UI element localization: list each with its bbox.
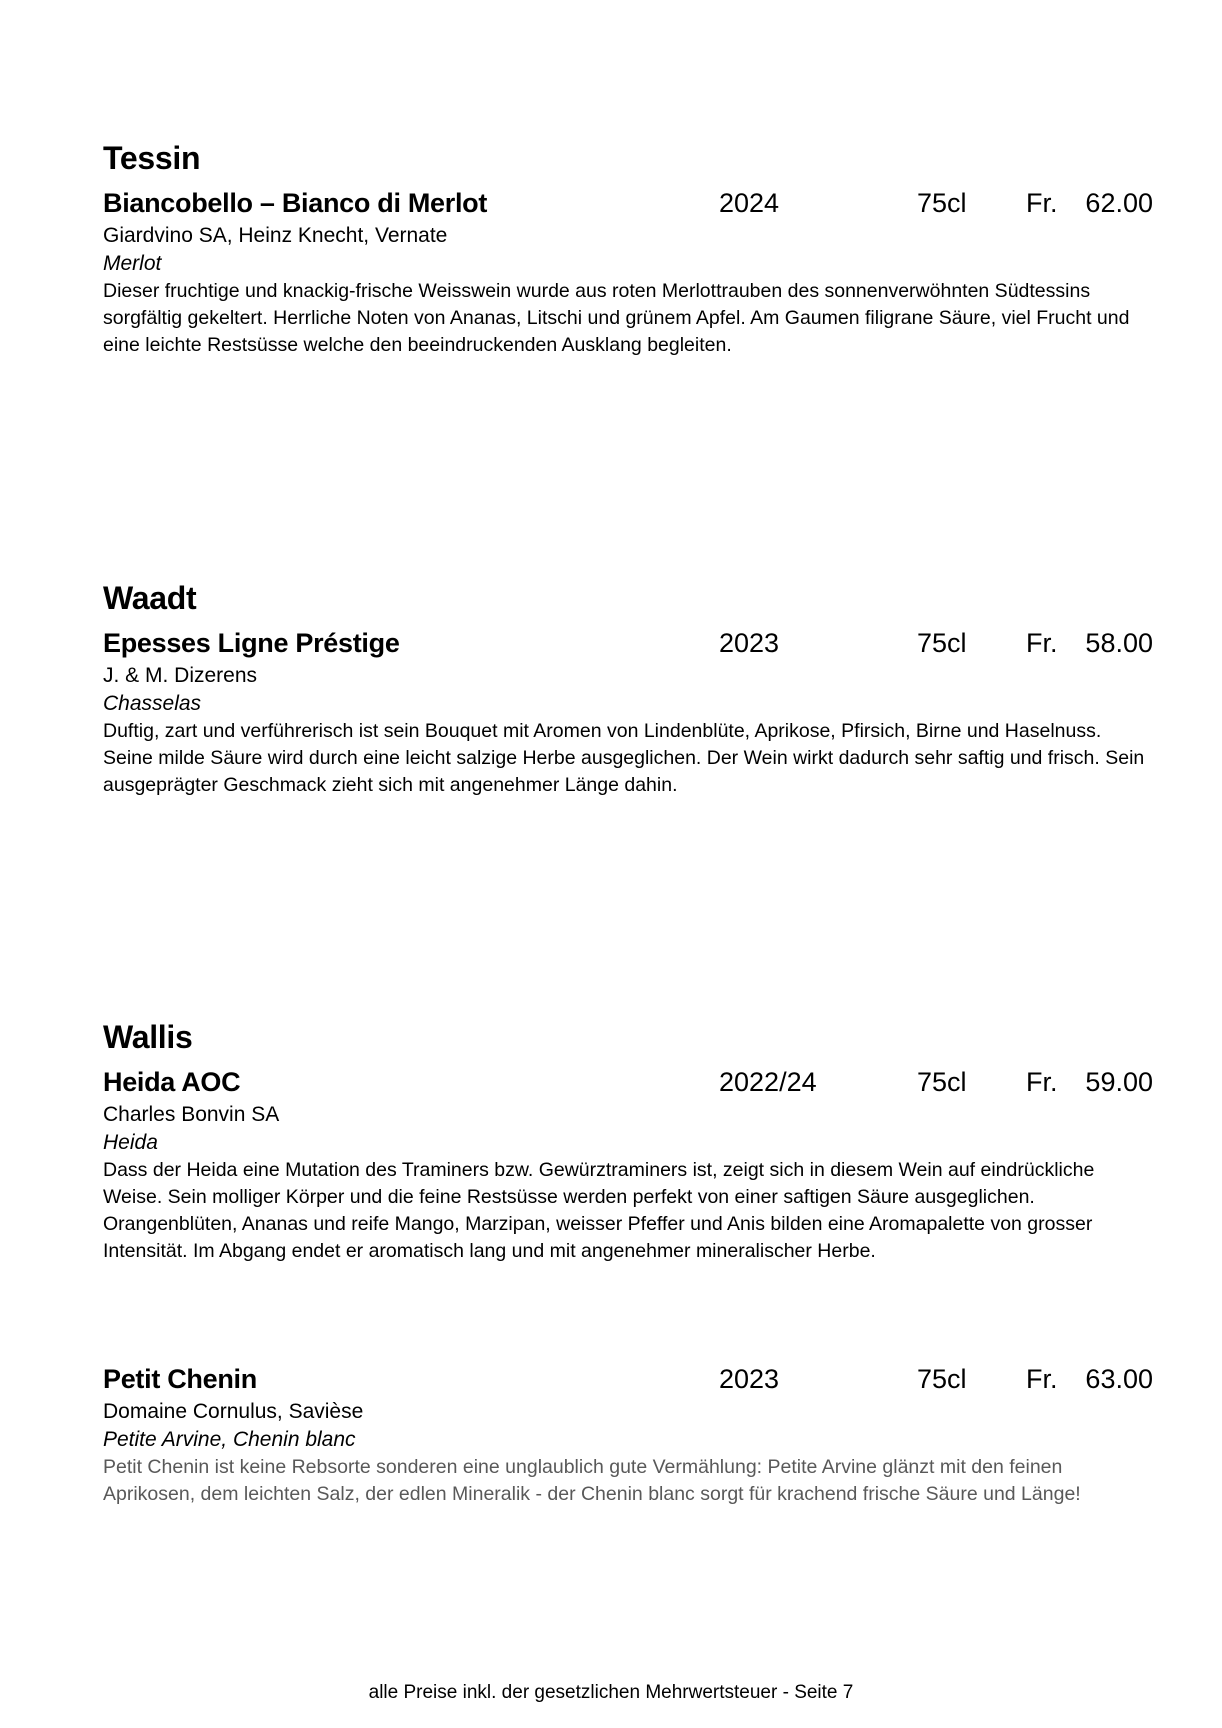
wine-grape: Heida (103, 1131, 158, 1154)
wine-currency: Fr. (1026, 1364, 1058, 1394)
wine-currency: Fr. (1026, 188, 1058, 218)
wine-producer: Domaine Cornulus, Savièse (103, 1400, 364, 1423)
wine-currency: Fr. (1026, 628, 1058, 658)
wine-description: Duftig, zart und verführerisch ist sein Bouquet mit Aromen von Lindenblüte, Aprikose, Pfirsich, Birne und Haselnuss. Seine milde Säure wird durch eine leicht salzige Herbe ausgeglichen. Der Wein wirkt dadurch sehr saftig und frisch. Sein ausgeprägter Geschmack zieht sich mit angenehmer Länge dahin. (103, 720, 1145, 796)
wine-grape: Merlot (103, 252, 162, 275)
wine-vintage: 2023 (719, 1364, 780, 1394)
wine-description: Dass der Heida eine Mutation des Traminers bzw. Gewürztraminers ist, zeigt sich in diesem Wein auf eindrückliche Weise. Sein molliger Körper und die feine Restsüsse werden perfekt von einer saftigen Säure ausgeglichen. Orangenblüten, Ananas und reife Mango, Marzipan, weisser Pfeffer und Anis bilden eine Aromapalette von grosser Intensität. Im Abgang endet er aromatisch lang und mit angenehmer mineralischer Herbe. (103, 1159, 1095, 1262)
wine-producer: J. & M. Dizerens (103, 664, 258, 687)
section-tessin (103, 138, 1153, 359)
wine-bottle-size: 75cl (917, 188, 967, 218)
wine-name: Epesses Ligne Préstige (103, 628, 400, 658)
wine-entry (103, 1065, 1153, 1265)
section-wallis (103, 1017, 1153, 1265)
wine-vintage: 2024 (719, 188, 780, 218)
wine-list-page (103, 0, 1153, 1728)
wine-entry (103, 626, 1153, 799)
wine-entry (103, 186, 1153, 359)
page-footer: alle Preise inkl. der gesetzlichen Mehrwertsteuer - Seite 7 (368, 1682, 854, 1703)
wine-entry-petit-chenin (103, 1362, 1153, 1508)
wine-grape: Chasselas (103, 692, 202, 715)
wine-currency: Fr. (1026, 1067, 1058, 1097)
wine-bottle-size: 75cl (917, 628, 967, 658)
region-heading: Tessin (103, 140, 201, 176)
wine-name: Heida AOC (103, 1067, 241, 1097)
wine-bottle-size: 75cl (917, 1364, 967, 1394)
wine-grape: Petite Arvine, Chenin blanc (103, 1428, 356, 1451)
wine-name: Petit Chenin (103, 1364, 257, 1394)
region-heading: Waadt (103, 580, 197, 616)
wine-producer: Giardvino SA, Heinz Knecht, Vernate (103, 224, 448, 247)
wine-producer: Charles Bonvin SA (103, 1103, 280, 1126)
wine-vintage: 2022/24 (719, 1067, 817, 1097)
wine-header-row (103, 626, 1153, 660)
wine-price: 62.00 (1085, 188, 1153, 218)
wine-vintage: 2023 (719, 628, 780, 658)
wine-bottle-size: 75cl (917, 1067, 967, 1097)
wine-header-row (103, 186, 1153, 220)
region-heading: Wallis (103, 1019, 193, 1055)
wine-name: Biancobello – Bianco di Merlot (103, 188, 488, 218)
wine-description: Dieser fruchtige und knackig-frische Weisswein wurde aus roten Merlottrauben des sonnenverwöhnten Südtessins sorgfältig gekeltert. Herrliche Noten von Ananas, Litschi und grünem Apfel. Am Gaumen filigrane Säure, viel Frucht und eine leichte Restsüsse welche den beeindruckenden Ausklang begleiten. (103, 280, 1130, 356)
wine-price: 63.00 (1085, 1364, 1153, 1394)
wine-header-row (103, 1065, 1153, 1099)
wine-entry (103, 1362, 1153, 1508)
wine-description: Petit Chenin ist keine Rebsorte sonderen eine unglaublich gute Vermählung: Petite Arvine glänzt mit den feinen Aprikosen, dem leichten Salz, der edlen Mineralik - der Chenin blanc sorgt für krachend frische Säure und Länge! (103, 1456, 1081, 1505)
wine-price: 59.00 (1085, 1067, 1153, 1097)
wine-header-row (103, 1362, 1153, 1396)
section-waadt (103, 578, 1153, 799)
wine-price: 58.00 (1085, 628, 1153, 658)
